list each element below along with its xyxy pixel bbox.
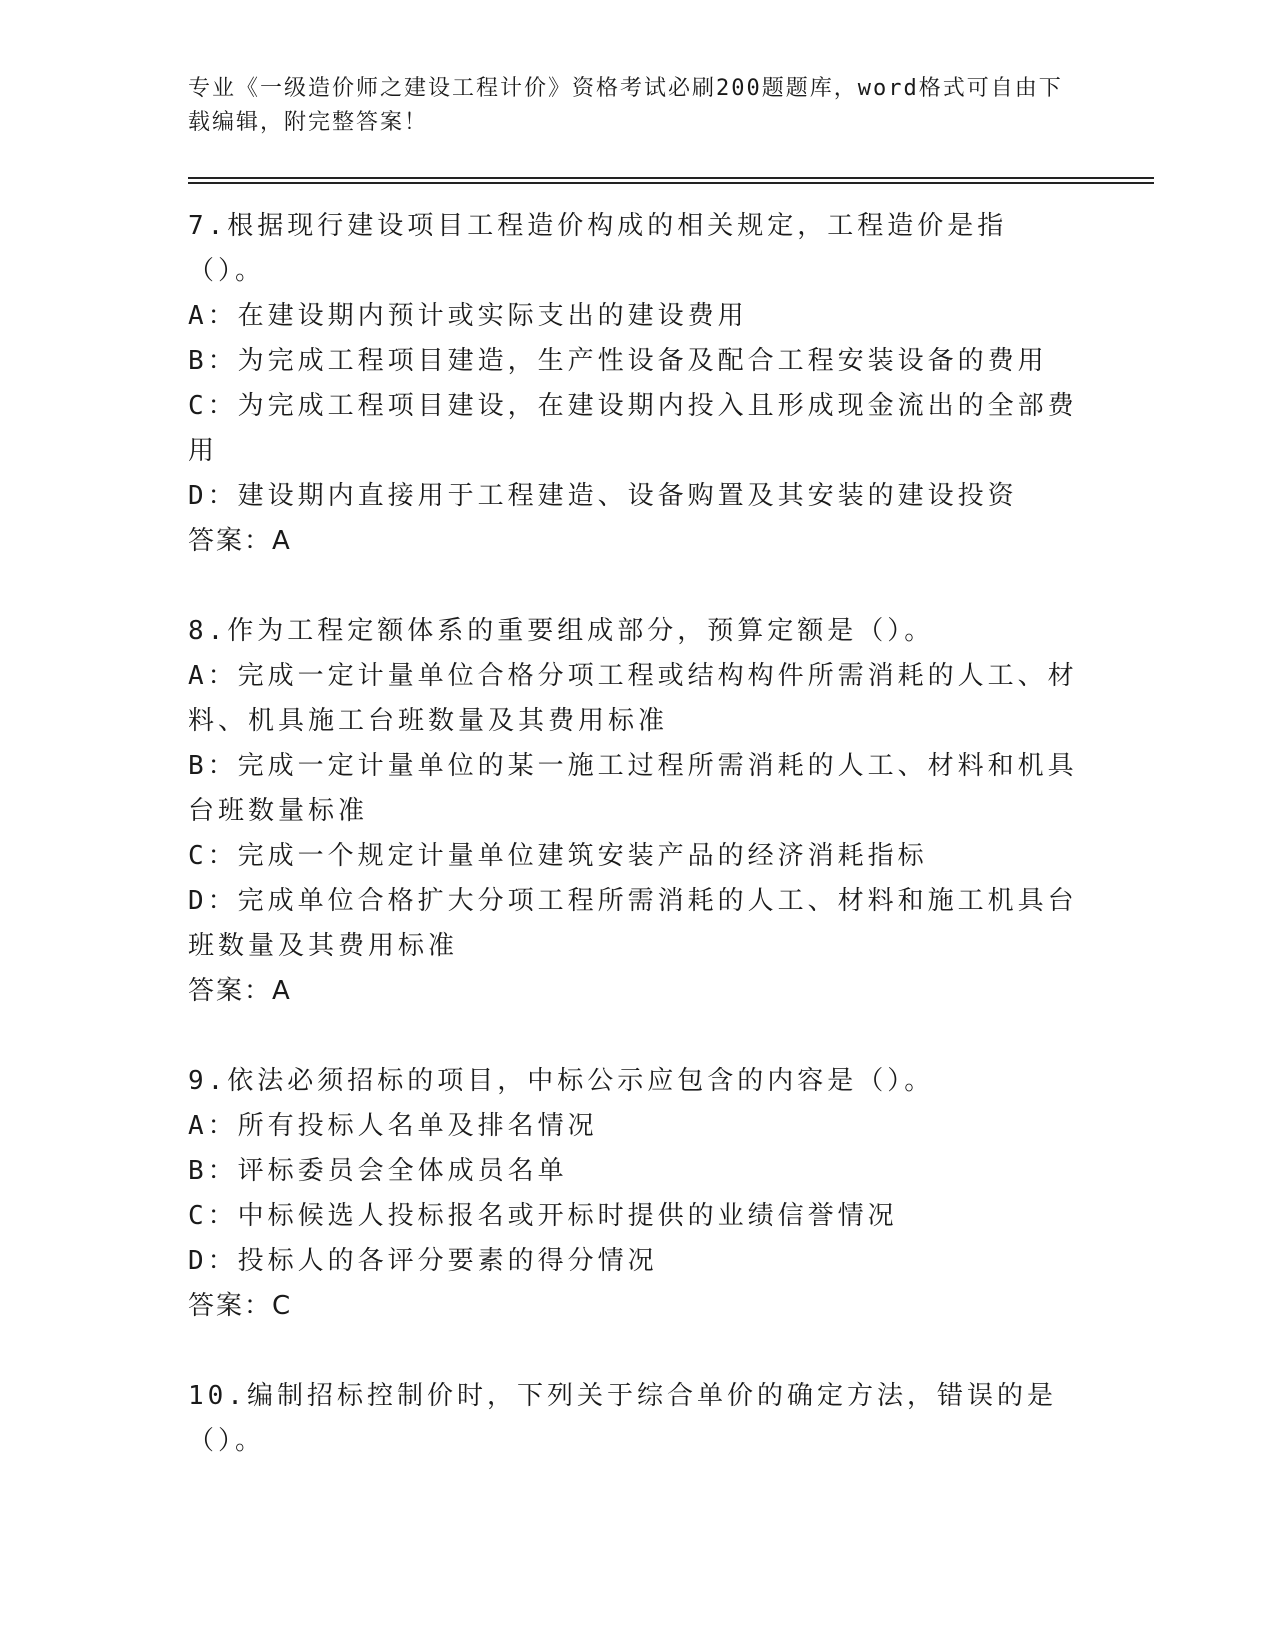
option-c: C：为完成工程项目建设，在建设期内投入且形成现金流出的全部费用 bbox=[188, 391, 1078, 466]
option-a: A：所有投标人名单及排名情况 bbox=[188, 1111, 598, 1141]
option-d: D：完成单位合格扩大分项工程所需消耗的人工、材料和施工机具台班数量及其费用标准 bbox=[188, 886, 1078, 961]
option-a: A：完成一定计量单位合格分项工程或结构构件所需消耗的人工、材料、机具施工台班数量及其费用标准 bbox=[188, 661, 1078, 736]
question-list bbox=[188, 204, 1078, 1509]
option-c: C：完成一个规定计量单位建筑安装产品的经济消耗指标 bbox=[188, 841, 928, 871]
header-divider-bottom bbox=[188, 182, 1154, 184]
header-divider-top bbox=[188, 177, 1154, 179]
question-stem: 7.根据现行建设项目工程造价构成的相关规定，工程造价是指（）。 bbox=[188, 211, 1008, 286]
answer: 答案：A bbox=[188, 526, 292, 556]
option-b: B：完成一定计量单位的某一施工过程所需消耗的人工、材料和机具台班数量标准 bbox=[188, 751, 1078, 826]
question-8 bbox=[188, 609, 1078, 1014]
option-b: B：为完成工程项目建造，生产性设备及配合工程安装设备的费用 bbox=[188, 346, 1048, 376]
question-stem: 9.依法必须招标的项目，中标公示应包含的内容是（）。 bbox=[188, 1066, 935, 1096]
answer: 答案：C bbox=[188, 1291, 293, 1321]
option-b: B：评标委员会全体成员名单 bbox=[188, 1156, 568, 1186]
question-7 bbox=[188, 204, 1078, 564]
option-d: D：投标人的各评分要素的得分情况 bbox=[188, 1246, 658, 1276]
option-d: D：建设期内直接用于工程建造、设备购置及其安装的建设投资 bbox=[188, 481, 1018, 511]
question-9 bbox=[188, 1059, 1078, 1329]
answer: 答案：A bbox=[188, 976, 292, 1006]
header-text: 专业《一级造价师之建设工程计价》资格考试必刷200题题库，word格式可自由下载编辑，附完整答案！ bbox=[188, 76, 1063, 135]
document-header bbox=[188, 72, 1068, 140]
option-a: A：在建设期内预计或实际支出的建设费用 bbox=[188, 301, 748, 331]
question-10 bbox=[188, 1374, 1078, 1464]
question-stem: 10.编制招标控制价时，下列关于综合单价的确定方法，错误的是（）。 bbox=[188, 1381, 1057, 1456]
option-c: C：中标候选人投标报名或开标时提供的业绩信誉情况 bbox=[188, 1201, 898, 1231]
question-stem: 8.作为工程定额体系的重要组成部分，预算定额是（）。 bbox=[188, 616, 935, 646]
